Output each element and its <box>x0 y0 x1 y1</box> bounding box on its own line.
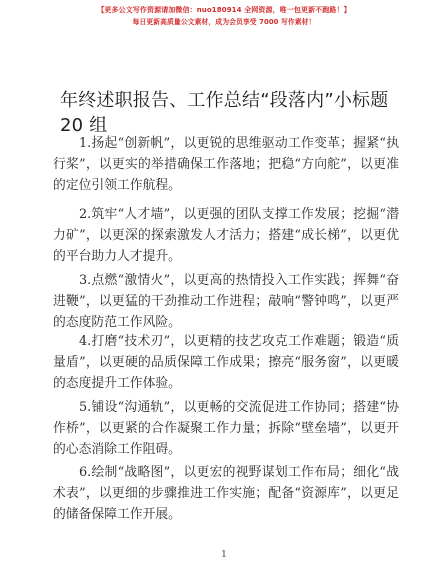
page-number: 1 <box>221 550 227 560</box>
paragraph-4: 4.打磨“技术刃”，以更精的技艺攻克工作难题；锻造“质量盾”，以更硬的品质保障工作成果；擦亮“服务窗”，以更暖的态度提升工作体验。 <box>53 334 399 391</box>
promo-banner-line-2: 每日更新高质量公文素材，成为会员享受 7000 写作素材！ <box>132 18 316 26</box>
paragraph-6: 6.绘制“战略图”，以更宏的视野谋划工作布局；细化“战术表”，以更细的步骤推进工作实施；配备“资源库”，以更足的储备保障工作开展。 <box>53 465 399 522</box>
paragraph-5: 5.铺设“沟通轨”，以更畅的交流促进工作协同；搭建“协作桥”，以更紧的合作凝聚工作力量；拆除“壁垒墙”，以更开的心态消除工作阻碍。 <box>53 400 399 457</box>
document-title: 年终述职报告、工作总结“段落内”小标题 20 组 <box>60 90 389 136</box>
promo-banner-line-1: 【更多公文写作资源请加微信：nuo180914 全网资源，唯一包更新不跑路！】 <box>97 6 351 14</box>
paragraph-3: 3.点燃“激情火”，以更高的热情投入工作实践；挥舞“奋进鞭”，以更猛的干劲推动工作进程；敲响“警钟鸣”，以更严的态度防范工作风险。 <box>53 273 399 330</box>
paragraph-1: 1.扬起“创新帆”，以更锐的思维驱动工作变革；握紧“执行桨”，以更实的举措确保工作落地；把稳“方向舵”，以更准的定位引领工作航程。 <box>53 136 399 193</box>
paragraph-2: 2.筑牢“人才墙”，以更强的团队支撑工作发展；挖掘“潜力矿”，以更深的探索激发人才活力；搭建“成长梯”，以更优的平台助力人才提升。 <box>53 207 399 264</box>
